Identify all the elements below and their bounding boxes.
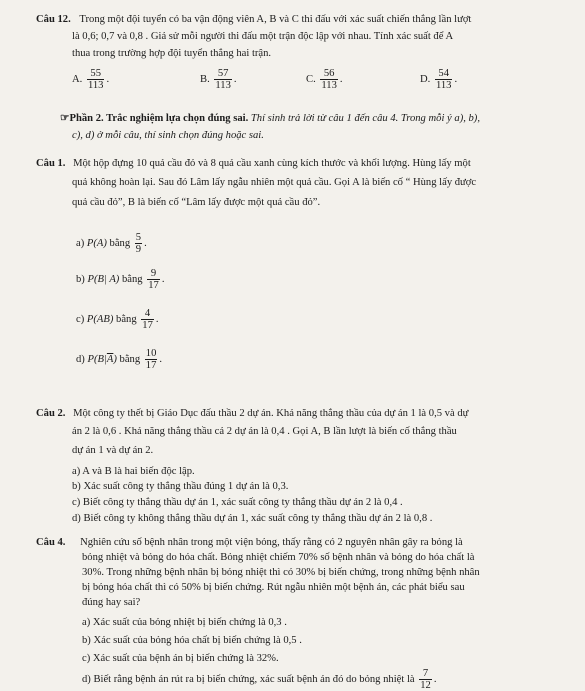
fraction: $\frac{10}{17}$: [145, 348, 157, 372]
fraction: $\frac{9}{17}$: [148, 268, 159, 292]
fraction: $\frac{4}{17}$: [142, 308, 153, 332]
option-letter: B.: [200, 74, 210, 86]
option-letter: C.: [306, 74, 316, 86]
part2-instruction-2: c), d) ở mỗi câu, thí sinh chọn đúng hoặc sai.: [72, 130, 264, 141]
q12-text-1: Trong một đội tuyển có ba vận động viên A, B và C thi đấu với xác suất chiến thắng lần lượt: [79, 14, 472, 25]
c1-item-d[interactable]: d) $P(B|\overline{A})$ bằng $\frac{10}{17}$ .: [76, 348, 163, 372]
option-letter: A.: [72, 74, 83, 86]
c2-line1: [36, 407, 468, 420]
c1-text-2: quả không hoàn lại. Sau đó Lâm lấy ngẫu nhiên một quả cầu. Gọi A là biến cố “ Hùng lấy được: [72, 177, 477, 188]
q12-option-b[interactable]: B. $\frac{57}{113}$ .: [200, 68, 237, 92]
c4-label: Câu 4.: [36, 537, 66, 548]
complement-a: $\overline{A}$: [106, 354, 114, 366]
c2-text-1: Một công ty thết bị Giáo Dục đấu thầu 2 dự án. Khả năng thắng thầu của dự án 1 là 0,5 và dự: [73, 408, 469, 419]
c1-item-c[interactable]: c) P(AB) bằng $\frac{4}{17}$ .: [76, 308, 159, 332]
c2-text-3: dự án 1 và dự án 2.: [72, 445, 154, 456]
c4-text-3: 30%. Trong những bệnh nhân bị bỏng nhiệt thì có 30% bị biến chứng, trong những bệnh nhân: [82, 567, 480, 578]
c2-label: Câu 2.: [36, 408, 66, 419]
q12-text-2: là 0,6; 0,7 và 0,8 . Giả sử mỗi người thi đấu một trận độc lập với nhau. Tính xác suất để A: [72, 31, 454, 42]
c1-line1: [36, 157, 471, 170]
fraction: $\frac{7}{12}$: [420, 668, 431, 691]
q12-option-c[interactable]: C. $\frac{56}{113}$ .: [306, 68, 343, 92]
part2-title: ☞Phần 2. Trắc nghiệm lựa chọn đúng sai.: [60, 113, 249, 124]
c2-item-d[interactable]: d) Biết công ty không thắng thầu dự án 1, xác suất công ty thắng thầu dự án 2 là 0,8 .: [72, 513, 433, 524]
c4-line1: [36, 536, 463, 549]
option-fraction: $\frac{57}{113}$: [215, 68, 231, 92]
c4-text-5: đúng hay sai?: [82, 597, 141, 608]
option-fraction: $\frac{54}{113}$: [435, 68, 452, 92]
option-letter: D.: [420, 74, 431, 86]
c2-item-b[interactable]: b) Xác suất công ty thắng thầu đúng 1 dự án là 0,3.: [72, 481, 289, 492]
c4-item-a[interactable]: a) Xác suất của bỏng nhiệt bị biến chứng là 0,3 .: [82, 617, 287, 628]
part2-heading: [60, 112, 480, 125]
q12-option-d[interactable]: D. $\frac{54}{113}$ .: [420, 68, 458, 92]
fraction: $\frac{5}{9}$: [135, 232, 142, 256]
c4-text-2: bỏng nhiệt và bỏng do hóa chất. Bỏng nhiệt chiếm 70% số bệnh nhân và bỏng do hóa chất là: [82, 552, 475, 563]
c1-item-a[interactable]: a) P(A) bằng $\frac{5}{9}$ .: [76, 232, 147, 256]
c2-item-a[interactable]: a) A và B là hai biến độc lập.: [72, 466, 195, 477]
c1-text-1: Một hộp đựng 10 quả cầu đỏ và 8 quả cầu xanh cùng kích thước và khối lượng. Hùng lấy một: [73, 158, 471, 169]
c2-item-c[interactable]: c) Biết công ty thắng thầu dự án 1, xác suất công ty thắng thầu dự án 2 là 0,4 .: [72, 497, 403, 508]
c4-text-4: bị bỏng hóa chất thì có 50% bị biến chứng. Rút ngẫu nhiên một bệnh án, các phát biểu sau: [82, 582, 465, 593]
c1-text-3: quả cầu đỏ”, B là biến cố “Lâm lấy được một quả cầu đỏ”.: [72, 197, 321, 208]
q12-line1: [36, 13, 471, 26]
option-fraction: $\frac{56}{113}$: [321, 68, 337, 92]
option-fraction: $\frac{55}{113}$: [87, 68, 104, 92]
c1-label: Câu 1.: [36, 158, 66, 169]
c4-item-d[interactable]: d) Biết rằng bệnh án rút ra bị biến chứng, xác suất bệnh án đó do bỏng nhiệt là $\frac{7}{12}$ .: [82, 668, 437, 691]
c4-item-b[interactable]: b) Xác suất của bỏng hóa chất bị biến chứng là 0,5 .: [82, 635, 302, 646]
q12-label: Câu 12.: [36, 14, 71, 25]
part2-instruction: Thí sinh trả lời từ câu 1 đến câu 4. Trong mỗi ý a), b),: [248, 113, 480, 124]
c1-item-b[interactable]: b) P(B| A) bằng $\frac{9}{17}$ .: [76, 268, 165, 292]
c4-item-c[interactable]: c) Xác suất của bệnh án bị biến chứng là 32%.: [82, 653, 279, 664]
q12-text-3: thua trong trường hợp đội tuyển thắng hai trận.: [72, 48, 272, 59]
c4-text-1: Nghiên cứu số bệnh nhân trong một viện bỏng, thấy rằng có 2 nguyên nhân gây ra bỏng là: [80, 537, 463, 548]
c2-text-2: án 2 là 0,6 . Khả năng thắng thầu cả 2 dự án là 0,4 . Gọi A, B lần lượt là biến cố thắng thầu: [72, 426, 457, 437]
q12-option-a[interactable]: A. $\frac{55}{113}$ .: [72, 68, 110, 92]
